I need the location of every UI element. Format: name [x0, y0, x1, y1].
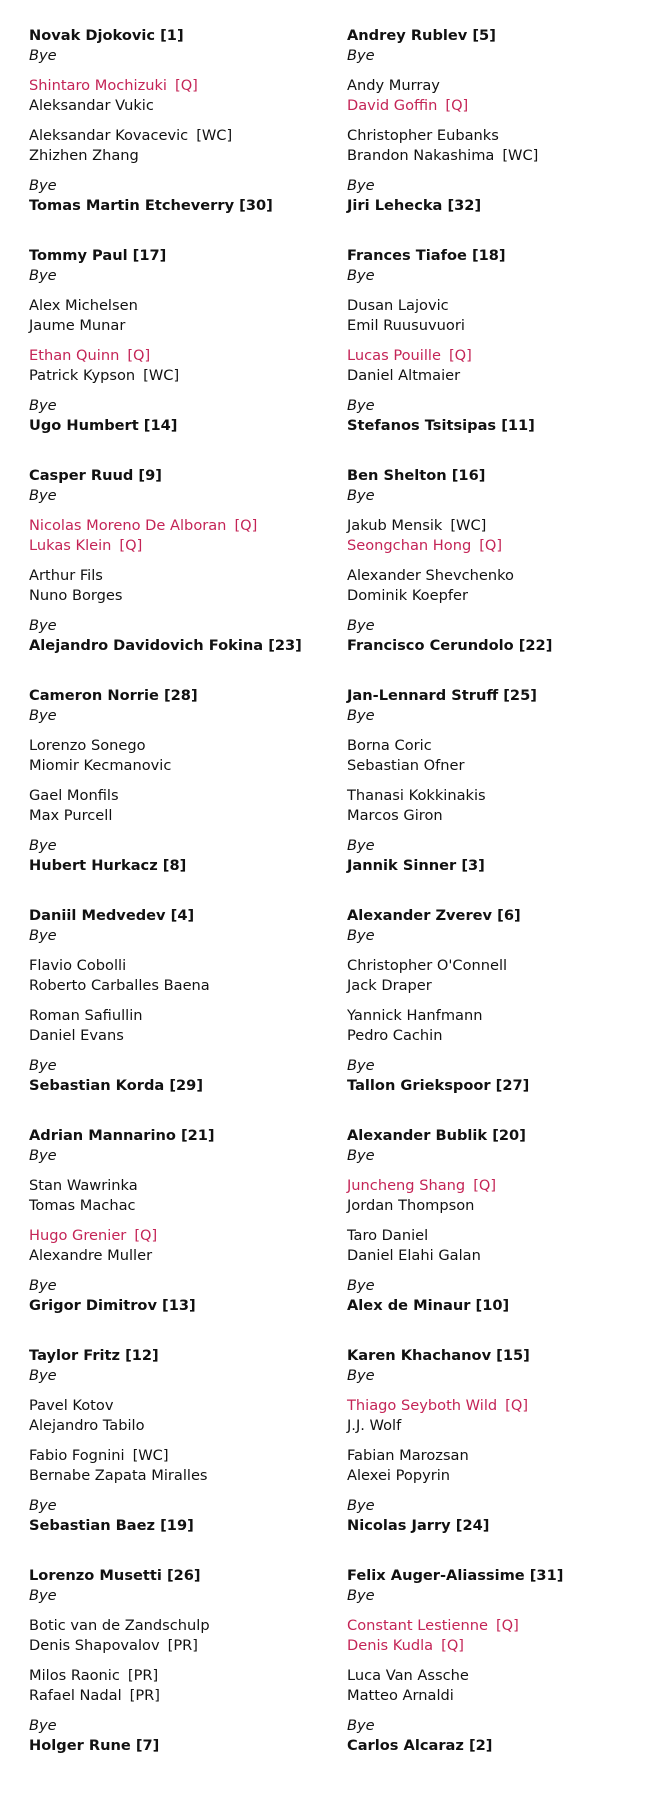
entry-status-tag: [PR] — [127, 1667, 159, 1684]
seeded-player: Alexander Bublik [20] — [347, 1127, 526, 1144]
player-name: Stan Wawrinka — [29, 1177, 138, 1194]
player-name: Alejandro Tabilo — [29, 1417, 145, 1434]
player-entry — [347, 1666, 469, 1686]
player-entry — [29, 536, 142, 556]
player-entry — [347, 316, 465, 336]
seeded-player: Alex de Minaur [10] — [347, 1297, 510, 1314]
player-entry — [29, 1226, 157, 1246]
seeded-player: Jannik Sinner [3] — [347, 857, 485, 874]
bye-label: Bye — [347, 1147, 375, 1164]
seeded-player: Francisco Cerundolo [22] — [347, 637, 553, 654]
player-name: Dusan Lajovic — [347, 297, 449, 314]
seeded-player: Taylor Fritz [12] — [29, 1347, 159, 1364]
player-entry — [29, 1196, 136, 1216]
player-entry — [347, 76, 440, 96]
entry-status-tag: [WC] — [196, 127, 233, 144]
player-name: Patrick Kypson — [29, 367, 136, 384]
player-entry — [29, 806, 112, 826]
bye-label: Bye — [29, 267, 57, 284]
player-name: Daniel Altmaier — [347, 367, 461, 384]
player-name: Nicolas Moreno De Alboran — [29, 517, 227, 534]
entry-status-tag: [Q] — [448, 347, 472, 364]
player-entry — [29, 586, 123, 606]
player-entry — [29, 296, 138, 316]
player-entry — [347, 146, 538, 166]
bye-label: Bye — [347, 1717, 375, 1734]
bye-label: Bye — [29, 707, 57, 724]
player-name: Flavio Cobolli — [29, 957, 127, 974]
player-name: Taro Daniel — [347, 1227, 429, 1244]
seeded-player: Nicolas Jarry [24] — [347, 1517, 490, 1534]
bye-label: Bye — [347, 1367, 375, 1384]
player-entry — [347, 536, 502, 556]
player-entry — [347, 1416, 401, 1436]
entry-status-tag: [Q] — [119, 537, 143, 554]
player-name: Milos Raonic — [29, 1667, 120, 1684]
bye-label: Bye — [29, 1277, 57, 1294]
bye-label: Bye — [347, 1587, 375, 1604]
player-entry — [347, 566, 514, 586]
player-name: Gael Monfils — [29, 787, 119, 804]
player-entry — [29, 1416, 145, 1436]
player-entry — [347, 1026, 442, 1046]
player-entry — [347, 96, 468, 116]
entry-status-tag: [Q] — [495, 1617, 519, 1634]
player-entry — [347, 296, 449, 316]
player-entry — [347, 736, 432, 756]
bye-label: Bye — [347, 837, 375, 854]
seeded-player: Jiri Lehecka [32] — [347, 197, 482, 214]
seeded-player: Frances Tiafoe [18] — [347, 247, 506, 264]
bye-label: Bye — [29, 927, 57, 944]
entry-status-tag: [Q] — [127, 347, 151, 364]
bye-label: Bye — [347, 47, 375, 64]
player-name: Juncheng Shang — [347, 1177, 466, 1194]
player-name: Pedro Cachin — [347, 1027, 443, 1044]
entry-status-tag: [WC] — [132, 1447, 169, 1464]
player-name: Roman Safiullin — [29, 1007, 143, 1024]
player-name: Zhizhen Zhang — [29, 147, 139, 164]
player-entry — [29, 126, 232, 146]
player-name: Jordan Thompson — [347, 1197, 475, 1214]
player-entry — [29, 366, 179, 386]
seeded-player: Andrey Rublev [5] — [347, 27, 496, 44]
player-name: Aleksandar Vukic — [29, 97, 154, 114]
player-name: Alexandre Muller — [29, 1247, 153, 1264]
player-name: Jaume Munar — [29, 317, 126, 334]
player-entry — [29, 146, 139, 166]
entry-status-tag: [Q] — [473, 1177, 497, 1194]
player-entry — [347, 516, 486, 536]
seeded-player: Adrian Mannarino [21] — [29, 1127, 215, 1144]
player-entry — [347, 1466, 450, 1486]
bye-label: Bye — [29, 487, 57, 504]
bye-label: Bye — [29, 177, 57, 194]
player-name: Dominik Koepfer — [347, 587, 468, 604]
seeded-player: Cameron Norrie [28] — [29, 687, 198, 704]
entry-status-tag: [Q] — [479, 537, 503, 554]
player-name: Lukas Klein — [29, 537, 112, 554]
player-name: Hugo Grenier — [29, 1227, 127, 1244]
player-name: Thanasi Kokkinakis — [347, 787, 486, 804]
player-name: Seongchan Hong — [347, 537, 472, 554]
player-name: Aleksandar Kovacevic — [29, 127, 189, 144]
player-entry — [29, 1026, 124, 1046]
player-name: Shintaro Mochizuki — [29, 77, 167, 94]
player-name: Alexander Shevchenko — [347, 567, 514, 584]
entry-status-tag: [WC] — [143, 367, 180, 384]
seeded-player: Karen Khachanov [15] — [347, 1347, 530, 1364]
player-entry — [29, 516, 257, 536]
player-name: Alexei Popyrin — [347, 1467, 451, 1484]
player-name: Borna Coric — [347, 737, 432, 754]
player-name: Andy Murray — [347, 77, 440, 94]
player-name: Brandon Nakashima — [347, 147, 495, 164]
player-entry — [347, 976, 432, 996]
player-entry — [29, 566, 103, 586]
seeded-player: Lorenzo Musetti [26] — [29, 1567, 201, 1584]
player-name: Daniel Elahi Galan — [347, 1247, 481, 1264]
player-entry — [29, 1636, 198, 1656]
player-entry — [29, 736, 146, 756]
player-name: Miomir Kecmanovic — [29, 757, 172, 774]
seeded-player: Daniil Medvedev [4] — [29, 907, 195, 924]
player-entry — [347, 786, 486, 806]
seeded-player: Alejandro Davidovich Fokina [23] — [29, 637, 302, 654]
player-entry — [29, 1396, 113, 1416]
player-entry — [347, 1446, 469, 1466]
player-entry — [29, 756, 171, 776]
player-name: Ethan Quinn — [29, 347, 120, 364]
player-name: Yannick Hanfmann — [347, 1007, 483, 1024]
seeded-player: Tomas Martin Etcheverry [30] — [29, 197, 273, 214]
seeded-player: Holger Rune [7] — [29, 1737, 160, 1754]
bye-label: Bye — [347, 1497, 375, 1514]
seeded-player: Tallon Griekspoor [27] — [347, 1077, 530, 1094]
entry-status-tag: [PR] — [129, 1687, 160, 1704]
player-name: Daniel Evans — [29, 1027, 124, 1044]
player-entry — [347, 346, 472, 366]
bye-label: Bye — [29, 1147, 57, 1164]
player-name: Christopher Eubanks — [347, 127, 499, 144]
player-entry — [347, 1246, 481, 1266]
entry-status-tag: [Q] — [234, 517, 258, 534]
seeded-player: Ugo Humbert [14] — [29, 417, 178, 434]
player-entry — [347, 1226, 428, 1246]
seeded-player: Sebastian Baez [19] — [29, 1517, 194, 1534]
player-entry — [347, 1396, 528, 1416]
player-entry — [29, 1686, 160, 1706]
player-name: Pavel Kotov — [29, 1397, 114, 1414]
bye-label: Bye — [29, 617, 57, 634]
bye-label: Bye — [29, 1367, 57, 1384]
player-entry — [347, 1196, 474, 1216]
player-entry — [347, 956, 507, 976]
seeded-player: Grigor Dimitrov [13] — [29, 1297, 196, 1314]
player-name: J.J. Wolf — [347, 1417, 402, 1434]
seeded-player: Sebastian Korda [29] — [29, 1077, 203, 1094]
entry-status-tag: [Q] — [505, 1397, 529, 1414]
entry-status-tag: [WC] — [502, 147, 539, 164]
player-entry — [29, 76, 198, 96]
player-name: David Goffin — [347, 97, 438, 114]
player-entry — [347, 586, 468, 606]
player-entry — [347, 126, 499, 146]
player-entry — [29, 1446, 169, 1466]
bye-label: Bye — [347, 487, 375, 504]
player-name: Rafael Nadal — [29, 1687, 122, 1704]
player-entry — [347, 756, 465, 776]
player-name: Lucas Pouille — [347, 347, 441, 364]
player-entry — [29, 1176, 138, 1196]
bye-label: Bye — [29, 1497, 57, 1514]
player-entry — [29, 1006, 143, 1026]
entry-status-tag: [Q] — [175, 77, 198, 94]
player-entry — [29, 316, 125, 336]
seeded-player: Alexander Zverev [6] — [347, 907, 521, 924]
player-entry — [29, 96, 154, 116]
entry-status-tag: [Q] — [134, 1227, 158, 1244]
player-name: Arthur Fils — [29, 567, 103, 584]
seeded-player: Felix Auger-Aliassime [31] — [347, 1567, 564, 1584]
seeded-player: Novak Djokovic [1] — [29, 27, 184, 44]
player-entry — [29, 956, 126, 976]
bye-label: Bye — [347, 1057, 375, 1074]
entry-status-tag: [Q] — [441, 1637, 464, 1654]
bye-label: Bye — [29, 1717, 57, 1734]
player-name: Constant Lestienne — [347, 1617, 488, 1634]
player-entry — [29, 1666, 158, 1686]
seeded-player: Hubert Hurkacz [8] — [29, 857, 187, 874]
player-entry — [29, 1616, 210, 1636]
player-name: Alex Michelsen — [29, 297, 138, 314]
player-entry — [29, 786, 119, 806]
player-name: Botic van de Zandschulp — [29, 1617, 210, 1634]
bye-label: Bye — [347, 707, 375, 724]
bye-label: Bye — [347, 397, 375, 414]
player-name: Emil Ruusuvuori — [347, 317, 465, 334]
bye-label: Bye — [29, 397, 57, 414]
player-name: Sebastian Ofner — [347, 757, 465, 774]
player-name: Denis Kudla — [347, 1637, 434, 1654]
player-name: Tomas Machac — [29, 1197, 136, 1214]
player-name: Nuno Borges — [29, 587, 123, 604]
player-name: Max Purcell — [29, 807, 113, 824]
player-entry — [29, 1246, 152, 1266]
player-name: Marcos Giron — [347, 807, 443, 824]
player-entry — [29, 1466, 208, 1486]
player-entry — [347, 1686, 454, 1706]
player-entry — [347, 806, 443, 826]
bye-label: Bye — [347, 267, 375, 284]
player-entry — [347, 366, 460, 386]
bye-label: Bye — [29, 1057, 57, 1074]
bye-label: Bye — [29, 837, 57, 854]
player-name: Fabian Marozsan — [347, 1447, 469, 1464]
seeded-player: Carlos Alcaraz [2] — [347, 1737, 493, 1754]
player-name: Denis Shapovalov — [29, 1637, 160, 1654]
player-name: Jakub Mensik — [347, 517, 443, 534]
player-name: Bernabe Zapata Miralles — [29, 1467, 208, 1484]
bye-label: Bye — [347, 617, 375, 634]
player-entry — [29, 976, 210, 996]
player-entry — [29, 346, 150, 366]
bye-label: Bye — [347, 1277, 375, 1294]
entry-status-tag: [WC] — [450, 517, 487, 534]
seeded-player: Tommy Paul [17] — [29, 247, 167, 264]
player-name: Fabio Fognini — [29, 1447, 125, 1464]
player-name: Luca Van Assche — [347, 1667, 469, 1684]
player-name: Matteo Arnaldi — [347, 1687, 454, 1704]
seeded-player: Casper Ruud [9] — [29, 467, 162, 484]
bye-label: Bye — [29, 47, 57, 64]
entry-status-tag: [Q] — [445, 97, 469, 114]
player-entry — [347, 1006, 482, 1026]
player-name: Thiago Seyboth Wild — [347, 1397, 498, 1414]
bye-label: Bye — [29, 1587, 57, 1604]
player-name: Christopher O'Connell — [347, 957, 508, 974]
player-name: Jack Draper — [347, 977, 432, 994]
entry-status-tag: [PR] — [167, 1637, 198, 1654]
seeded-player: Stefanos Tsitsipas [11] — [347, 417, 535, 434]
seeded-player: Jan-Lennard Struff [25] — [347, 687, 537, 704]
bye-label: Bye — [347, 927, 375, 944]
bye-label: Bye — [347, 177, 375, 194]
player-name: Roberto Carballes Baena — [29, 977, 210, 994]
player-entry — [347, 1616, 519, 1636]
player-name: Lorenzo Sonego — [29, 737, 146, 754]
player-entry — [347, 1636, 464, 1656]
player-entry — [347, 1176, 496, 1196]
seeded-player: Ben Shelton [16] — [347, 467, 486, 484]
